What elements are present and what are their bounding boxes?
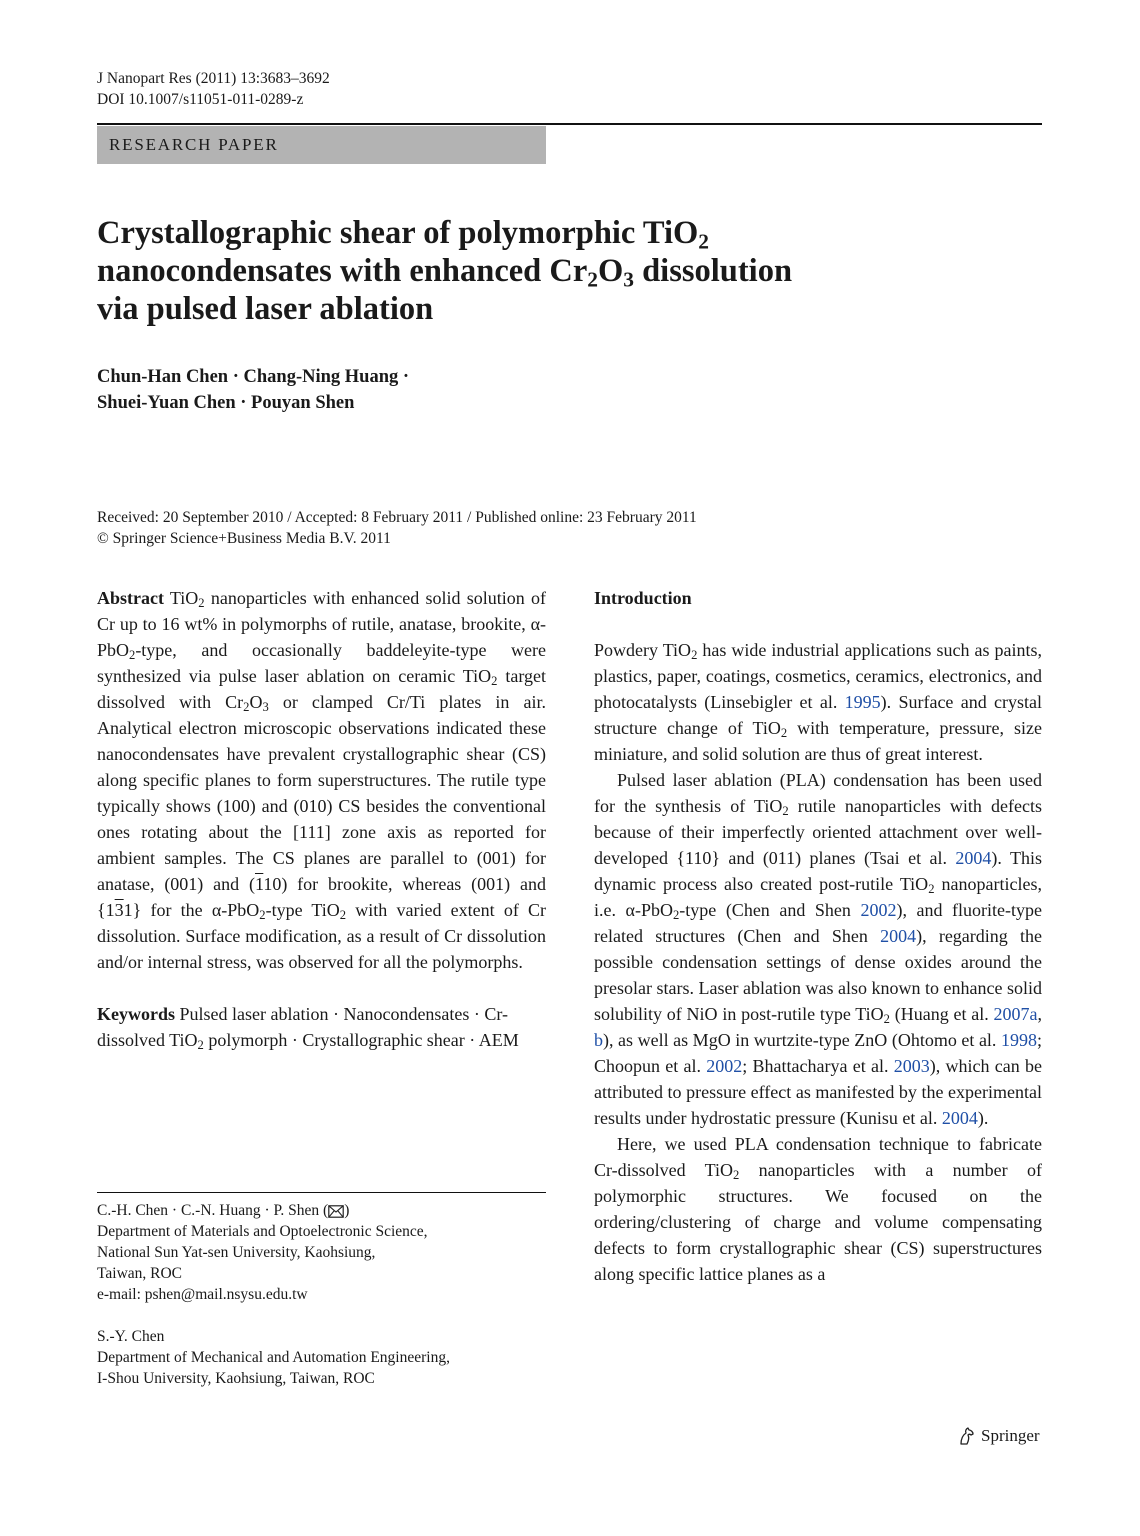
publication-dates xyxy=(97,507,697,549)
affiliation-rule xyxy=(97,1192,546,1193)
title-line-2: nanocondensates with enhanced $Cr_2O_3$ dissolution xyxy=(97,253,793,292)
intro-paragraph-2: Pulsed laser ablation (PLA) condensation has been used for the synthesis of TiO$_2$ rutile nanoparticles with defects because of their imperfectly oriented attachment over well-developed {110} and (011) planes (Tsai et al. 2004). This dynamic process also created post-rutile TiO$_2$ nanoparticles, i.e. α-PbO$_2$-type (Chen and Shen 2002), and fluorite-type related structures (Chen and Shen 2004), regarding the possible condensation settings of dense oxides around the presolar stars. Laser ablation was also known to enhance solid solubility of NiO in post-rutile type TiO$_2$ (Huang et al. 2007a, b), as well as MgO in wurtzite-type ZnO (Ohtomo et al. 1998; Choopun et al. 2002; Bhattacharya et al. 2003), which can be attributed to pressure effect as manifested by the experimental results under hydrostatic pressure (Kunisu et al. 2004). xyxy=(594,770,1043,1128)
citation-link[interactable]: 2004 xyxy=(955,848,992,868)
contact-email[interactable]: e-mail: pshen@mail.nsysu.edu.tw xyxy=(97,1286,308,1303)
journal-header xyxy=(97,68,330,110)
right-column xyxy=(594,585,1042,1287)
keywords-label: Keywords xyxy=(97,1004,175,1024)
title-line-3: via pulsed laser ablation xyxy=(97,291,434,327)
envelope-icon xyxy=(328,1205,344,1218)
affiliation-2-author: S.-Y. Chen xyxy=(97,1328,165,1345)
section-badge: RESEARCH PAPER xyxy=(97,126,546,164)
citation-link[interactable]: 2004 xyxy=(941,1108,978,1128)
header-rule xyxy=(97,123,1042,125)
affiliation-1-country: Taiwan, ROC xyxy=(97,1265,183,1282)
title-line-1: Crystallographic shear of polymorphic TiO$_2$ xyxy=(97,215,710,254)
publisher-logo xyxy=(957,1425,1040,1447)
history-dates: Received: 20 September 2010 / Accepted: 8 February 2011 / Published online: 23 February 2011 xyxy=(97,509,697,526)
intro-paragraph-1: Powdery TiO$_2$ has wide industrial applications such as paints, plastics, paper, coatings, cosmetics, ceramics, electronics, and photocatalysts (Linsebigler et al. 1995). Surface and crystal structure change of TiO$_2$ with temperature, pressure, size miniature, and solid solution are thus of great interest. xyxy=(594,640,1043,764)
affiliation-2-univ: I-Shou University, Kaohsiung, Taiwan, ROC xyxy=(97,1370,375,1387)
affiliation-2-dept: Department of Mechanical and Automation Engineering, xyxy=(97,1349,450,1366)
affiliations xyxy=(97,1200,546,1389)
citation-link[interactable]: 2003 xyxy=(893,1056,930,1076)
publisher-name: Springer xyxy=(981,1426,1040,1445)
abstract: Abstract TiO$_2$ nanoparticles with enhanced solid solution of Cr up to 16 wt% in polymorphs of rutile, anatase, brookite, α-PbO$_2$-type, and occasionally baddeleyite-type were synthesized via pulse laser ablation on ceramic TiO$_2$ target dissolved with $Cr_2O_3$ or clamped Cr/Ti plates in air. Analytical electron microscopic observations indicated these nanocondensates have prevalent crystallographic shear (CS) along specific planes to form superstructures. The rutile type typically shows (100) and (010) CS besides the conventional ones rotating about the [111] zone axis as reported for ambient samples. The CS planes are parallel to (001) for anatase, (001) and (110) for brookite, whereas (001) and {131} for the α-PbO$_2$-type TiO$_2$ with varied extent of Cr dissolution. Surface modification, as a result of Cr dissolution and/or internal stress, was observed for all the polymorphs. xyxy=(97,588,546,972)
left-column xyxy=(97,585,546,1053)
citation-link[interactable]: 2002 xyxy=(860,900,897,920)
citation-link[interactable]: 1995 xyxy=(844,692,881,712)
keywords: Keywords Pulsed laser ablation · Nanocondensates · Cr-dissolved TiO$_2$ polymorph · Crystallographic shear · AEM xyxy=(97,1004,519,1053)
affiliation-1-dept: Department of Materials and Optoelectronic Science, xyxy=(97,1223,428,1240)
paper-title xyxy=(97,214,897,328)
introduction-heading: Introduction xyxy=(594,588,692,608)
affiliation-1-authors: C.-H. Chen · C.-N. Huang · P. Shen ( ) xyxy=(97,1202,350,1219)
journal-doi: DOI 10.1007/s11051-011-0289-z xyxy=(97,91,304,108)
journal-citation: J Nanopart Res (2011) 13:3683–3692 xyxy=(97,70,330,87)
citation-link[interactable]: 1998 xyxy=(1000,1030,1037,1050)
copyright-line: © Springer Science+Business Media B.V. 2011 xyxy=(97,530,391,547)
affiliation-1-univ: National Sun Yat-sen University, Kaohsiung, xyxy=(97,1244,376,1261)
author-list: Chun-Han Chen · Chang-Ning Huang · Shuei-Yuan Chen · Pouyan Shen xyxy=(97,367,410,413)
citation-link[interactable]: 2007a xyxy=(993,1004,1038,1024)
citation-link[interactable]: b xyxy=(594,1030,603,1050)
citation-link[interactable]: 2004 xyxy=(880,926,917,946)
abstract-label: Abstract xyxy=(97,588,164,608)
citation-link[interactable]: 2002 xyxy=(706,1056,743,1076)
springer-horse-icon xyxy=(957,1426,977,1446)
intro-paragraph-3: Here, we used PLA condensation technique to fabricate Cr-dissolved TiO$_2$ nanoparticles with a number of polymorphic structures. We focused on the ordering/clustering of charge and volume compensating defects to form crystallographic shear (CS) superstructures along specific lattice planes as a xyxy=(594,1134,1043,1284)
